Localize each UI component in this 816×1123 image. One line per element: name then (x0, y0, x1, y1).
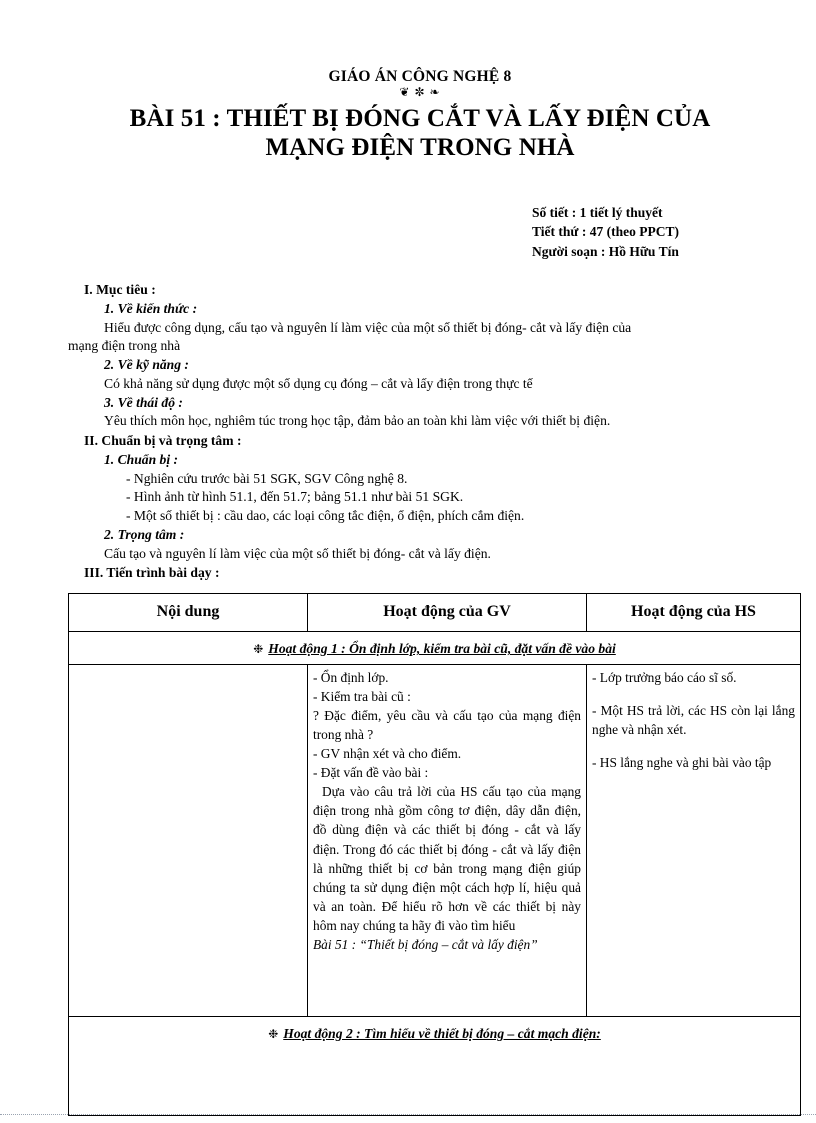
ornament-divider-icon: ❦ ✼ ❧ (399, 85, 441, 100)
column-header-hoat-dong-gv: Hoạt động của GV (308, 594, 587, 632)
gv-line: - Đặt vấn đề vào bài : (313, 765, 429, 781)
gv-line: - GV nhận xét và cho điểm. (313, 746, 462, 762)
heading-kien-thuc: 1. Về kiến thức : (104, 300, 198, 316)
meta-so-tiet: Số tiết : 1 tiết lý thuyết (532, 204, 663, 220)
text-ky-nang: Có khả năng sử dụng được một số dụng cụ đóng – cắt và lấy điện trong thực tế (104, 375, 533, 391)
column-header-hoat-dong-hs: Hoạt động của HS (587, 594, 801, 632)
heading-chuan-bi-sub: 1. Chuẩn bị : (104, 451, 179, 467)
meta-nguoi-soan: Người soạn : Hồ Hữu Tín (532, 243, 679, 259)
page-bottom-divider (0, 1114, 816, 1115)
table-row (69, 665, 801, 1017)
page-title (68, 104, 772, 163)
activity-2-cell (69, 1017, 801, 1116)
heading-thai-do: 3. Về thái độ : (104, 394, 183, 410)
page-title-line-2: MẠNG ĐIỆN TRONG NHÀ (265, 134, 575, 162)
heading-chuan-bi: II. Chuẩn bị và trọng tâm : (84, 433, 242, 449)
heading-tien-trinh: III. Tiến trình bài dạy : (84, 565, 220, 581)
table-row (69, 632, 801, 665)
text-thai-do: Yêu thích môn học, nghiêm túc trong học tập, đảm bảo an toàn khi làm việc với thiết bị điện. (104, 413, 611, 429)
document-kicker: GIÁO ÁN CÔNG NGHỆ 8 (328, 68, 512, 85)
cell-hoat-dong-gv (308, 665, 587, 1017)
lesson-plan-table (68, 593, 801, 1116)
cell-noi-dung (69, 665, 308, 1017)
heading-ky-nang: 2. Về kỹ năng : (104, 357, 189, 373)
gv-paragraph: Dựa vào câu trả lời của HS cấu tạo của mạng điện trong nhà gồm công tơ điện, dây dẫn điện, đồ dùng điện và các thiết bị đóng - cắt và lấy điện. Trong đó các thiết bị đóng - cắt và lấy điện là những thiết bị cơ bản trong mạng điện giúp chúng ta sử dụng điện một cách hợp lí, hiệu quả và an toàn. Để hiểu rõ hơn về các thiết bị này hôm nay chúng ta hãy đi vào tìm hiểu (313, 784, 581, 933)
lesson-body (68, 281, 772, 583)
text-trong-tam: Cấu tạo và nguyên lí làm việc của một số thiết bị đóng- cắt và lấy điện. (104, 545, 491, 561)
list-item: - Hình ảnh từ hình 51.1, đến 51.7; bảng 51.1 như bài 51 SGK. (126, 489, 464, 505)
text-kien-thuc-line2: mạng điện trong nhà (68, 338, 181, 354)
flower-bullet-icon: ❉ (253, 642, 264, 657)
table-header-row (69, 594, 801, 632)
hs-line: - Lớp trưởng báo cáo sĩ số. (592, 670, 737, 686)
activity-2-label: Hoạt động 2 : Tìm hiểu về thiết bị đóng – cắt mạch điện: (283, 1026, 601, 1042)
gv-quote: Bài 51 : “Thiết bị đóng – cắt và lấy điện” (313, 936, 538, 952)
gv-line: - Ổn định lớp. (313, 670, 389, 686)
table-row (69, 1017, 801, 1116)
text-kien-thuc-line1: Hiểu được công dụng, cấu tạo và nguyên lí làm việc của một số thiết bị đóng- cắt và lấy điện của (104, 319, 632, 335)
cell-hoat-dong-hs (587, 665, 801, 1017)
heading-muc-tieu: I. Mục tiêu : (84, 282, 156, 298)
lesson-meta (68, 203, 772, 262)
heading-trong-tam: 2. Trọng tâm : (104, 526, 185, 542)
document-header (68, 68, 772, 163)
activity-1-cell (69, 632, 801, 665)
activity-1-label: Hoạt động 1 : Ổn định lớp, kiểm tra bài cũ, đặt vấn đề vào bài (268, 641, 616, 657)
gv-line: - Kiểm tra bài cũ : (313, 689, 411, 705)
meta-tiet-thu: Tiết thứ : 47 (theo PPCT) (532, 224, 679, 240)
gv-line: ? Đặc điểm, yêu cầu và cấu tạo của mạng điện trong nhà ? (313, 708, 581, 743)
hs-line: - HS lắng nghe và ghi bài vào tập (592, 755, 772, 771)
flower-bullet-icon: ❉ (268, 1027, 279, 1042)
list-item: - Nghiên cứu trước bài 51 SGK, SGV Công nghệ 8. (126, 470, 408, 486)
list-item: - Một số thiết bị : cầu dao, các loại công tắc điện, ổ điện, phích cắm điện. (126, 508, 525, 524)
hs-line: - Một HS trả lời, các HS còn lại lắng nghe và nhận xét. (592, 703, 795, 738)
column-header-noi-dung: Nội dung (69, 594, 308, 632)
page-title-line-1: BÀI 51 : THIẾT BỊ ĐÓNG CẮT VÀ LẤY ĐIỆN CỦA (129, 104, 711, 132)
